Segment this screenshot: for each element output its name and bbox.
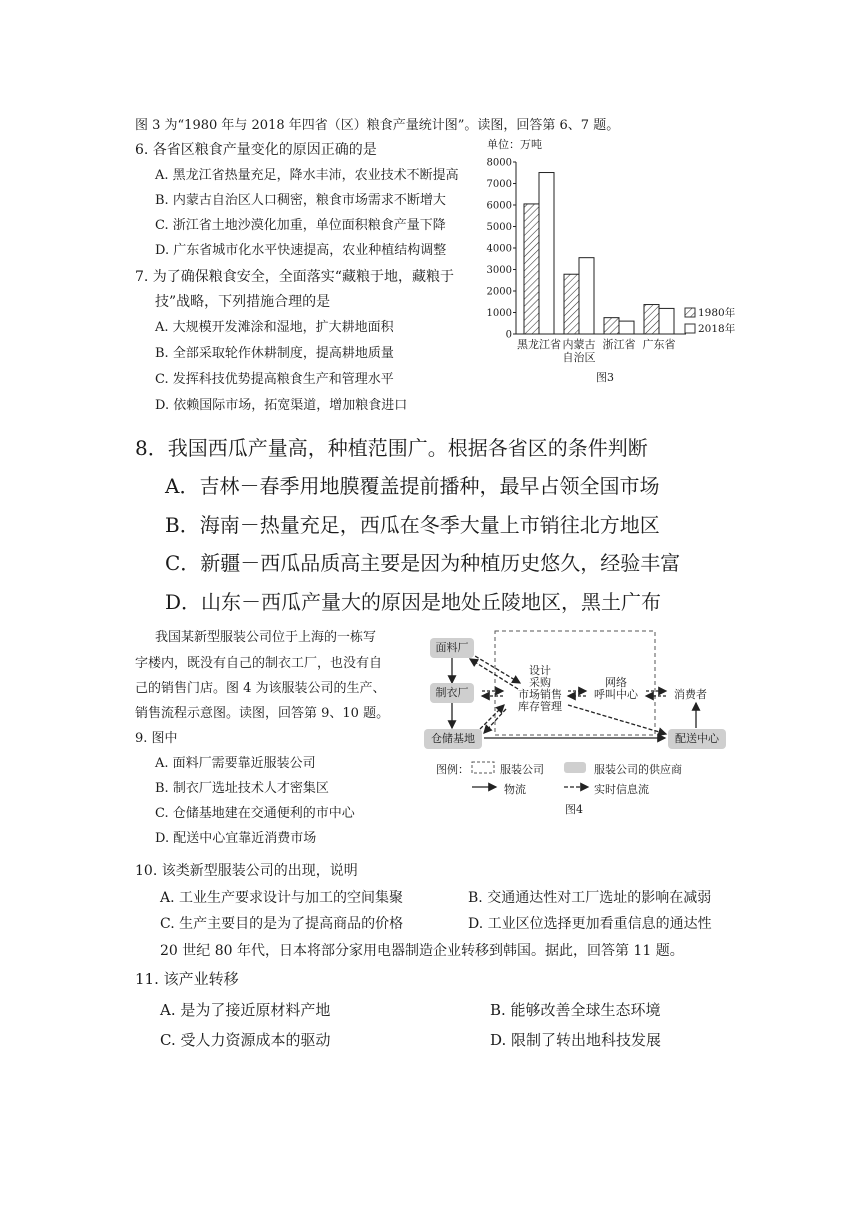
category-label: 黑龙江省 (517, 338, 561, 351)
q9-option-d: D. 配送中心宜靠近消费市场 (155, 831, 317, 846)
q6-option-a: A. 黑龙江省热量充足，降水丰沛，农业技术不断提高 (155, 168, 459, 183)
node-fabric-factory: 面料厂 (430, 638, 474, 658)
legend-swatch-2018 (685, 324, 695, 333)
bar-1980 (644, 305, 659, 334)
q7-option-a: A. 大规模开发滩涂和湿地，扩大耕地面积 (155, 320, 394, 335)
q9-stem: 9. 图中 (135, 731, 178, 746)
q10-option-b: B. 交通通达性对工厂选址的影响在减弱 (468, 890, 712, 906)
category-label: 内蒙古 (562, 338, 596, 351)
q9-option-a: A. 面料厂需要靠近服装公司 (155, 756, 316, 771)
q8-option-d: D．山东－西瓜产量大的原因是地处丘陵地区，黑土广布 (165, 590, 662, 614)
legend-label-1980: 1980年 (698, 307, 736, 319)
y-tick-label: 3000 (486, 265, 512, 276)
legend-info-flow: 实时信息流 (594, 783, 649, 796)
q10-stem: 10. 该类新型服装公司的出现，说明 (135, 863, 358, 879)
bar-1980 (524, 204, 539, 334)
q11-stem: 11. 该产业转移 (135, 970, 239, 988)
q10-option-c: C. 生产主要目的是为了提高商品的价格 (160, 916, 404, 932)
q7-option-c: C. 发挥科技优势提高粮食生产和管理水平 (155, 372, 394, 387)
bar-2018 (659, 308, 674, 334)
q9-option-c: C. 仓储基地建在交通便利的市中心 (155, 806, 355, 821)
node-warehouse: 仓储基地 (424, 729, 482, 749)
call-center-line2: 呼叫中心 (594, 688, 638, 701)
diagram-caption: 图4 (565, 803, 583, 816)
q8-option-c: C．新疆－西瓜品质高主要是因为种植历史悠久，经验丰富 (165, 551, 681, 575)
grain-production-chart (480, 138, 740, 400)
legend-supplier: 服装公司的供应商 (594, 763, 682, 776)
intro-q11: 20 世纪 80 年代，日本将部分家用电器制造企业转移到韩国。据此，回答第 11 题。 (160, 943, 684, 959)
bar-2018 (579, 258, 594, 334)
intro-q6-q7: 图 3 为“1980 年与 2018 年四省（区）粮食产量统计图”。读图，回答第 6、7 题。 (135, 118, 620, 133)
q6-option-d: D. 广东省城市化水平快速提高，农业种植结构调整 (155, 243, 447, 258)
call-center-line1: 网络 (605, 676, 627, 689)
y-tick-label: 4000 (486, 243, 512, 255)
q10-option-a: A. 工业生产要求设计与加工的空间集聚 (160, 890, 404, 906)
node-call-center (588, 677, 644, 701)
intro-q9-q10-line2: 字楼内，既没有自己的制衣工厂，也没有自 (135, 656, 383, 671)
q8-stem: 8．我国西瓜产量高，种植范围广。根据各省区的条件判断 (135, 436, 648, 460)
legend-swatch-1980 (685, 308, 695, 317)
q8-option-b: B．海南－热量充足，西瓜在冬季大量上市销往北方地区 (165, 513, 660, 537)
legend-prefix: 图例： (436, 763, 469, 776)
bar-1980 (564, 274, 579, 334)
node-distribution-center: 配送中心 (668, 729, 726, 749)
legend-company: 服装公司 (500, 763, 544, 776)
q9-option-b: B. 制衣厂选址技术人才密集区 (155, 781, 329, 796)
supply-chain-diagram (420, 625, 740, 820)
node-company-functions (510, 665, 570, 713)
legend-label-2018: 2018年 (698, 323, 736, 335)
y-tick-label: 0 (505, 329, 512, 341)
q7-option-b: B. 全部采取轮作休耕制度，提高耕地质量 (155, 346, 394, 361)
intro-q9-q10-line1: 我国某新型服装公司位于上海的一栋写 (155, 630, 377, 645)
q6-stem: 6. 各省区粮食产量变化的原因正确的是 (135, 142, 377, 158)
q10-option-d: D. 工业区位选择更加看重信息的通达性 (468, 916, 712, 932)
q7-stem-line1: 7. 为了确保粮食安全，全面落实“藏粮于地，藏粮于 (135, 269, 454, 285)
q8-option-a: A．吉林－春季用地膜覆盖提前播种，最早占领全国市场 (165, 474, 660, 498)
func-design: 设计 (529, 664, 551, 677)
y-tick-label: 6000 (486, 200, 512, 212)
chart-unit-label: 单位：万吨 (487, 138, 542, 151)
intro-q9-q10-line4: 销售流程示意图。读图，回答第 9、10 题。 (135, 706, 390, 721)
q11-option-a: A. 是为了接近原材料产地 (160, 1001, 331, 1019)
y-tick-label: 1000 (486, 308, 512, 319)
category-label: 广东省 (642, 338, 676, 351)
q11-option-b: B. 能够改善全球生态环境 (490, 1001, 661, 1019)
q6-option-b: B. 内蒙古自治区人口稠密，粮食市场需求不断增大 (155, 193, 446, 208)
q11-option-d: D. 限制了转出地科技发展 (490, 1031, 662, 1049)
legend-logistics: 物流 (504, 783, 526, 796)
y-tick-label: 5000 (486, 222, 512, 233)
func-marketing: 市场销售 (518, 688, 562, 701)
node-consumer: 消费者 (674, 688, 707, 701)
y-tick-label: 8000 (486, 157, 512, 169)
category-label: 浙江省 (602, 338, 636, 351)
func-inventory: 库存管理 (518, 700, 562, 713)
bar-1980 (604, 318, 619, 334)
q7-stem-line2: 技”战略，下列措施合理的是 (155, 294, 331, 310)
intro-q9-q10-line3: 己的销售门店。图 4 为该服装公司的生产、 (135, 681, 386, 696)
bar-2018 (539, 173, 554, 334)
bar-2018 (619, 321, 634, 334)
q7-option-d: D. 依赖国际市场，拓宽渠道，增加粮食进口 (155, 398, 408, 413)
q6-option-c: C. 浙江省土地沙漠化加重，单位面积粮食产量下降 (155, 218, 446, 233)
node-garment-factory: 制衣厂 (430, 683, 474, 703)
q11-option-c: C. 受人力资源成本的驱动 (160, 1031, 331, 1049)
category-label: 自治区 (562, 351, 596, 364)
y-tick-label: 2000 (486, 286, 512, 298)
func-purchase: 采购 (529, 676, 551, 689)
y-tick-label: 7000 (486, 179, 512, 190)
chart-caption: 图3 (596, 371, 614, 384)
